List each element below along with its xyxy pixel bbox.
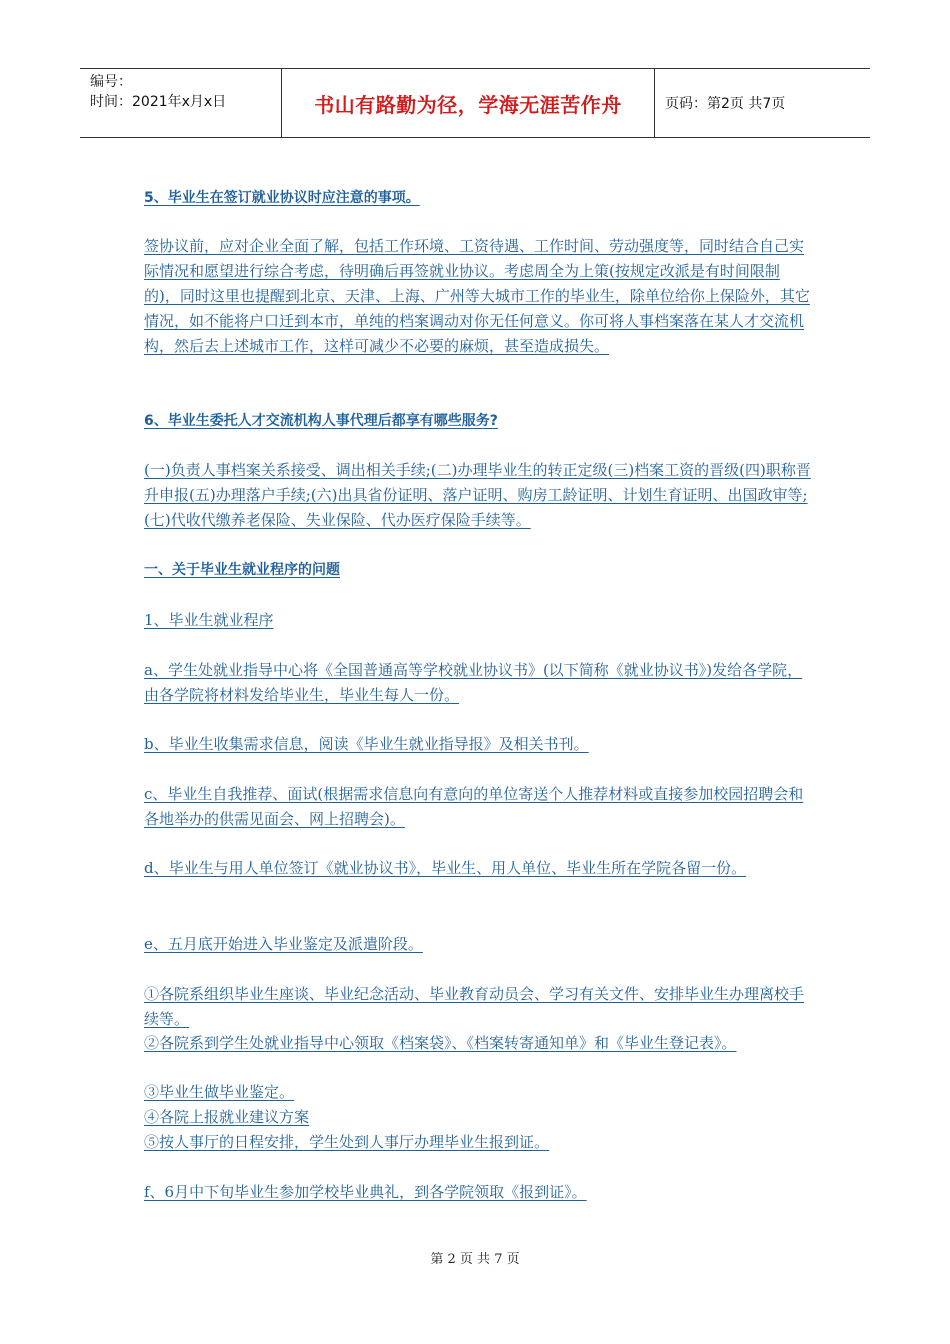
procedure-title[interactable]: 1、毕业生就业程序 <box>144 611 274 629</box>
item-e[interactable]: e、五月底开始进入毕业鉴定及派遣阶段。 <box>144 935 423 953</box>
item-a[interactable]: a、学生处就业指导中心将《全国普通高等学校就业协议书》(以下简称《就业协议书》)发给各学院，由各学院将材料发给毕业生，毕业生每人一份。 <box>144 661 803 704</box>
item-e1[interactable]: ①各院系组织毕业生座谈、毕业纪念活动、毕业教育动员会、学习有关文件、安排毕业生办理离校手续等。 <box>144 985 805 1028</box>
section-heading-1[interactable]: 一、关于毕业生就业程序的问题 <box>144 562 340 578</box>
item-e3[interactable]: ③毕业生做毕业鉴定。 <box>144 1083 295 1101</box>
number-label: 编号： <box>90 74 132 90</box>
item-c[interactable]: c、毕业生自我推荐、面试(根据需求信息向有意向的单位寄送个人推荐材料或直接参加校园招聘会和各地举办的供需见面会、网上招聘会)。 <box>144 785 804 828</box>
page-footer: 第 2 页 共 7 页 <box>430 1252 520 1267</box>
time-label: 时间：2021年x月x日 <box>90 94 227 110</box>
header-meta <box>80 69 282 137</box>
item-f[interactable]: f、6月中下旬毕业生参加学校毕业典礼，到各学院领取《报到证》。 <box>144 1183 587 1201</box>
header-page-info: 页码：第2页 共7页 <box>665 96 786 112</box>
heading-5[interactable]: 5、毕业生在签订就业协议时应注意的事项。 <box>144 190 420 206</box>
item-e2[interactable]: ②各院系到学生处就业指导中心领取《档案袋》、《档案转寄通知单》和《毕业生登记表》。 <box>144 1034 737 1052</box>
item-b[interactable]: b、毕业生收集需求信息，阅读《毕业生就业指导报》及相关书刊。 <box>144 735 589 753</box>
item-d[interactable]: d、毕业生与用人单位签订《就业协议书》，毕业生、用人单位、毕业生所在学院各留一份。 <box>144 859 747 877</box>
item-e5[interactable]: ⑤按人事厅的日程安排，学生处到人事厅办理毕业生报到证。 <box>144 1133 550 1151</box>
item-e4[interactable]: ④各院上报就业建议方案 <box>144 1108 310 1126</box>
paragraph-6[interactable]: (一)负责人事档案关系接受、调出相关手续;(二)办理毕业生的转正定级(三)档案工资的晋级(四)职称晋升申报(五)办理落户手续;(六)出具省份证明、落户证明、购房工龄证明、计划生育证明、出国政审等;(七)代收代缴养老保险、失业保险、代办医疗保险手续等。 <box>144 461 811 529</box>
header-motto: 书山有路勤为径，学海无涯苦作舟 <box>282 69 655 137</box>
heading-6[interactable]: 6、毕业生委托人才交流机构人事代理后都享有哪些服务? <box>144 413 498 429</box>
paragraph-5[interactable]: 签协议前，应对企业全面了解，包括工作环境、工资待遇、工作时间、劳动强度等，同时结合自己实际情况和愿望进行综合考虑，待明确后再签就业协议。考虑周全为上策(按规定改派是有时间限制的)，同时这里也提醒到北京、天津、上海、广州等大城市工作的毕业生，除单位给你上保险外，其它情况，如不能将户口迁到本市，单纯的档案调动对你无任何意义。你可将人事档案落在某人才交流机构，然后去上述城市工作，这样可减少不必要的麻烦，甚至造成损失。 <box>144 237 810 355</box>
page-header <box>80 68 870 138</box>
